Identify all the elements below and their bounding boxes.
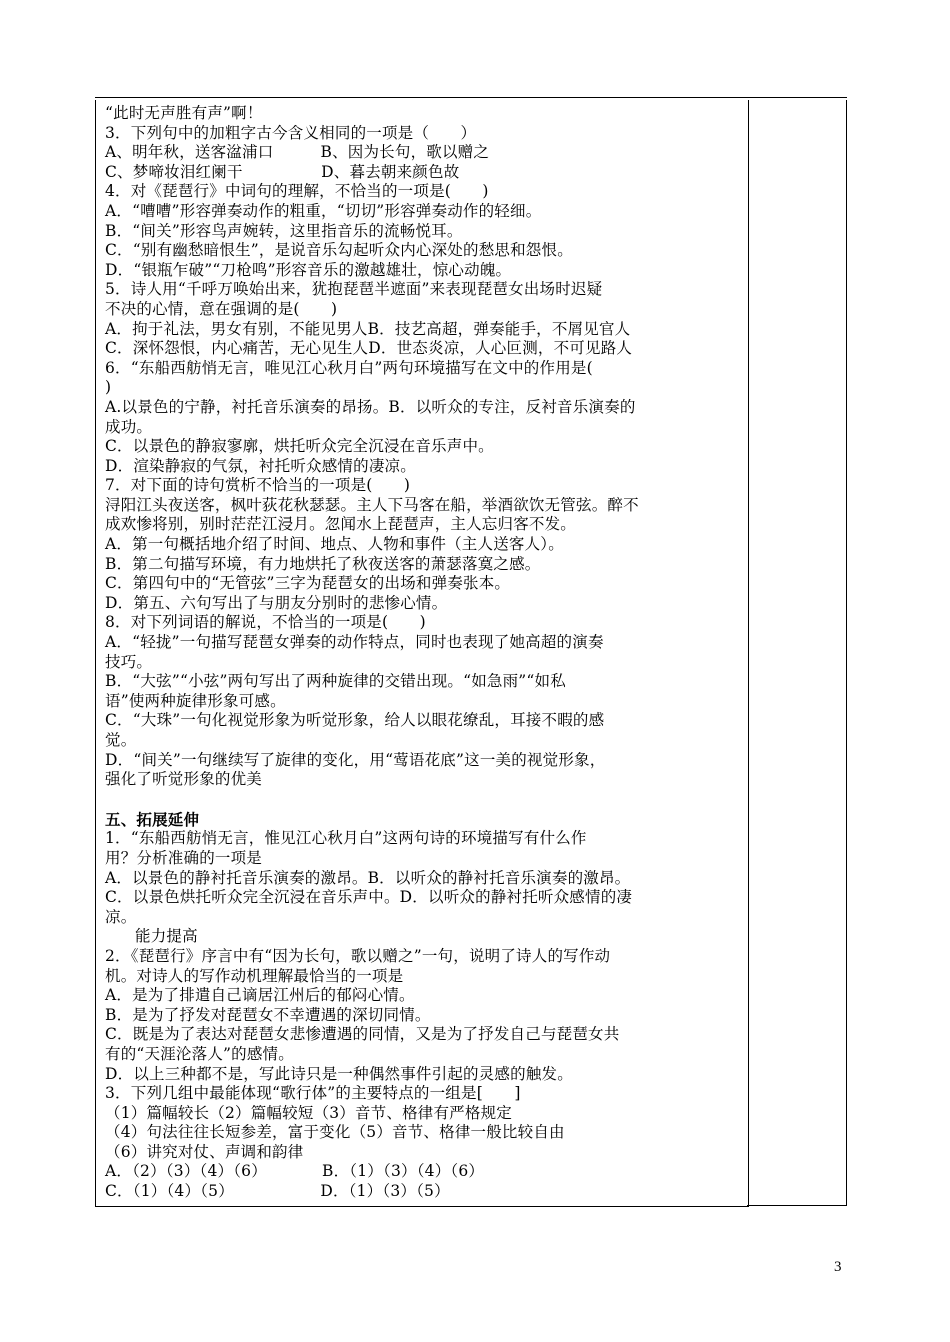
- header-rule: [95, 97, 847, 98]
- text-line: C．既是为了表达对琵琶女悲惨遭遇的同情，又是为了抒发自己与琵琶女共: [105, 1025, 620, 1044]
- text-line: D．以上三种都不是，写此诗只是一种偶然事件引起的灵感的触发。: [105, 1064, 573, 1083]
- text-line: 浔阳江头夜送客，枫叶荻花秋瑟瑟。主人下马客在船，举酒欲饮无管弦。醉不: [105, 495, 639, 514]
- text-line: “此时无声胜有声”啊！: [105, 104, 263, 122]
- text-line: D．“间关”一句继续写了旋律的变化，用“莺语花底”这一美的视觉形象，: [105, 750, 606, 769]
- text-line: 觉。: [105, 731, 137, 749]
- text-line: （4）句法往往长短参差，富于变化（5）音节、格律一般比较自由: [105, 1123, 565, 1142]
- text-line: A.以景色的宁静，衬托音乐演奏的昂扬。B．以听众的专注，反衬音乐演奏的: [105, 397, 636, 416]
- question-7: 7．对下面的诗句赏析不恰当的一项是( ): [105, 476, 411, 495]
- text-line: C、梦啼妆泪红阑干 D、暮去朝来颜色故: [105, 162, 460, 181]
- question-3: 3．下列句中的加粗字古今含义相同的一项是（ ）: [105, 123, 477, 142]
- text-line: A．（2）（3）（4）（6） B．（1）（3）（4）（6）: [105, 1162, 485, 1181]
- section-gap: [105, 790, 745, 810]
- question-4: 4．对《琵琶行》中词句的理解，不恰当的一项是( ): [105, 182, 489, 201]
- question-6: 6．“东船西舫悄无言，唯见江心秋月白”两句环境描写在文中的作用是(: [105, 358, 593, 377]
- text-line: B．“大弦”“小弦”两句写出了两种旋律的交错出现。“如急雨”“如私: [105, 672, 566, 691]
- text-line: D．第五、六句写出了与朋友分别时的悲惨心情。: [105, 593, 448, 612]
- text-line: C．“大珠”一句化视觉形象为听觉形象，给人以眼花缭乱，耳接不暇的感: [105, 711, 605, 730]
- text-line: 3．下列几组中最能体现“歌行体”的主要特点的一组是[ ]: [105, 1084, 521, 1103]
- text-line: 不决的心情，意在强调的是( ): [105, 299, 338, 318]
- text-line: B．第二句描写环境，有力地烘托了秋夜送客的萧瑟落寞之感。: [105, 554, 541, 573]
- text-line: A．拘于礼法，男女有别，不能见男人B．技艺高超，弹奏能手，不屑见官人: [105, 319, 631, 338]
- text-line: 1．“东船西舫悄无言，惟见江心秋月白”这两句诗的环境描写有什么作: [105, 829, 587, 848]
- text-line: （1）篇幅较长（2）篇幅较短（3）音节、格律有严格规定: [105, 1103, 512, 1122]
- text-line: 凉。: [105, 907, 137, 926]
- text-line: A．是为了排遣自己谪居江州后的郁闷心情。: [105, 986, 415, 1005]
- notes-column: [747, 100, 847, 1206]
- text-line: C．“别有幽愁暗恨生”，是说音乐勾起听众内心深处的愁思和怨恨。: [105, 241, 573, 260]
- text-line: A、明年秋，送客湓浦口 B、因为长句，歌以赠之: [105, 143, 490, 162]
- text-line: 用？分析准确的一项是: [105, 848, 263, 867]
- text-line: 语”使两种旋律形象可感。: [105, 691, 286, 710]
- section-heading: 五、拓展延伸: [105, 809, 200, 829]
- text-line: C．第四句中的“无管弦”三字为琵琶女的出场和弹奏张本。: [105, 574, 511, 593]
- text-line: 有的“天涯沦落人”的感情。: [105, 1044, 294, 1063]
- question-5: 5．诗人用“千呼万唤始出来，犹抱琵琶半遮面”来表现琵琶女出场时迟疑: [105, 280, 603, 299]
- text-line: A．“嘈嘈”形容弹奏动作的粗重，“切切”形容弹奏动作的轻细。: [105, 201, 542, 220]
- text-line: A．以景色的静衬托音乐演奏的激昂。B．以听众的静衬托音乐演奏的激昂。: [105, 868, 631, 887]
- text-line: A．第一句概括地介绍了时间、地点、人物和事件（主人送客人）。: [105, 535, 564, 554]
- text-line: C．（1）（4）（5） D．（1）（3）（5）: [105, 1182, 450, 1201]
- text-line: 2．《琵琶行》序言中有“因为长句，歌以赠之”一句，说明了诗人的写作动: [105, 946, 611, 965]
- text-line: （6）讲究对仗、声调和韵律: [105, 1142, 304, 1161]
- subheading: 能力提高: [135, 927, 198, 946]
- text-line: 成功。: [105, 417, 153, 436]
- text-line: ): [105, 378, 112, 397]
- page-number: 3: [834, 1259, 842, 1275]
- text-line: B．“间关”形容鸟声婉转，这里指音乐的流畅悦耳。: [105, 221, 463, 240]
- text-line: 技巧。: [105, 652, 153, 671]
- text-line: D．“银瓶乍破”“刀枪鸣”形容音乐的激越雄壮，惊心动魄。: [105, 260, 512, 279]
- text-line: D．渲染静寂的气氛，衬托听众感情的凄凉。: [105, 456, 416, 475]
- text-line: B．是为了抒发对琵琶女不幸遭遇的深切同情。: [105, 1005, 431, 1024]
- question-8: 8．对下列词语的解说，不恰当的一项是( ): [105, 613, 426, 632]
- document-body: [105, 104, 745, 1202]
- text-line: 成欢惨将别，别时茫茫江浸月。忽闻水上琵琶声，主人忘归客不发。: [105, 515, 577, 534]
- text-line: C．以景色的静寂寥廓，烘托听众完全沉浸在音乐声中。: [105, 437, 494, 456]
- text-line: A．“轻拢”一句描写琵琶女弹奏的动作特点，同时也表现了她高超的演奏: [105, 633, 604, 652]
- text-line: C．深怀怨恨，内心痛苦，无心见生人D．世态炎凉，人心叵测，不可见路人: [105, 339, 633, 358]
- text-line: 强化了听觉形象的优美: [105, 770, 263, 789]
- text-line: C．以景色烘托听众完全沉浸在音乐声中。D．以听众的静衬托听众感情的凄: [105, 888, 633, 907]
- text-line: 机。对诗人的写作动机理解最恰当的一项是: [105, 966, 404, 985]
